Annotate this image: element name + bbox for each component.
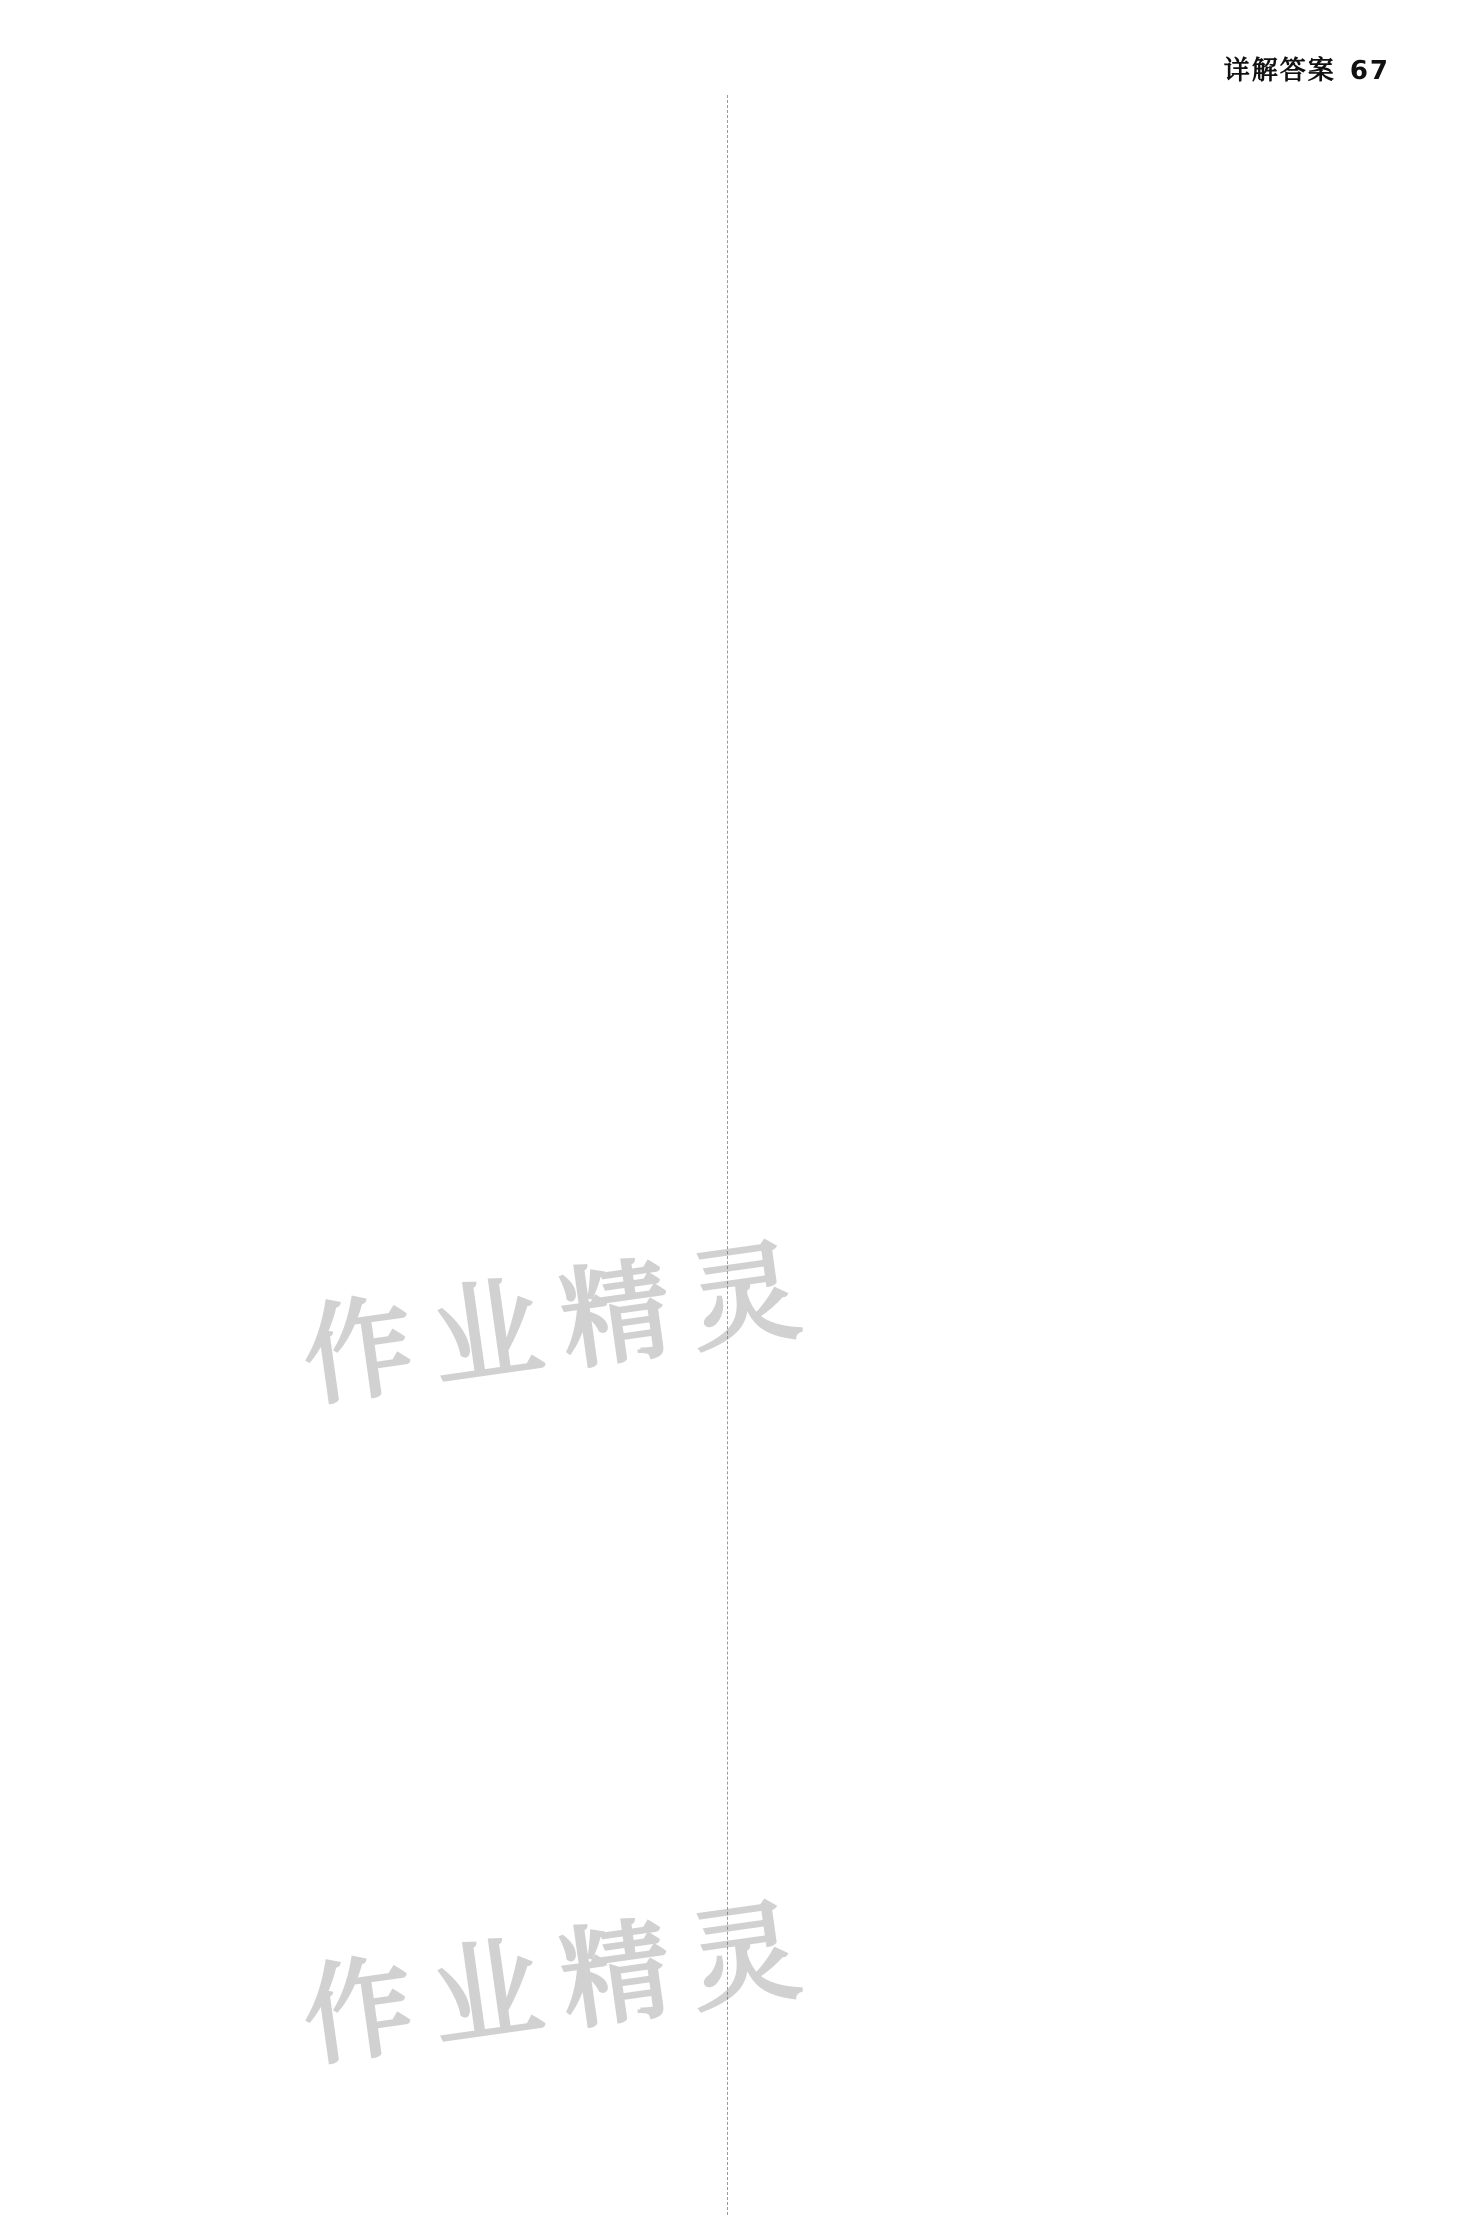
page-number: 67 [1349, 56, 1390, 86]
header-title [1224, 50, 1390, 87]
page-header [0, 44, 1464, 104]
watermark-bottom: 作业精灵 [294, 1883, 828, 2083]
watermark-top: 作业精灵 [294, 1223, 828, 1423]
column-divider [727, 95, 728, 2215]
header-title-text: 详解答案 [1223, 56, 1336, 86]
